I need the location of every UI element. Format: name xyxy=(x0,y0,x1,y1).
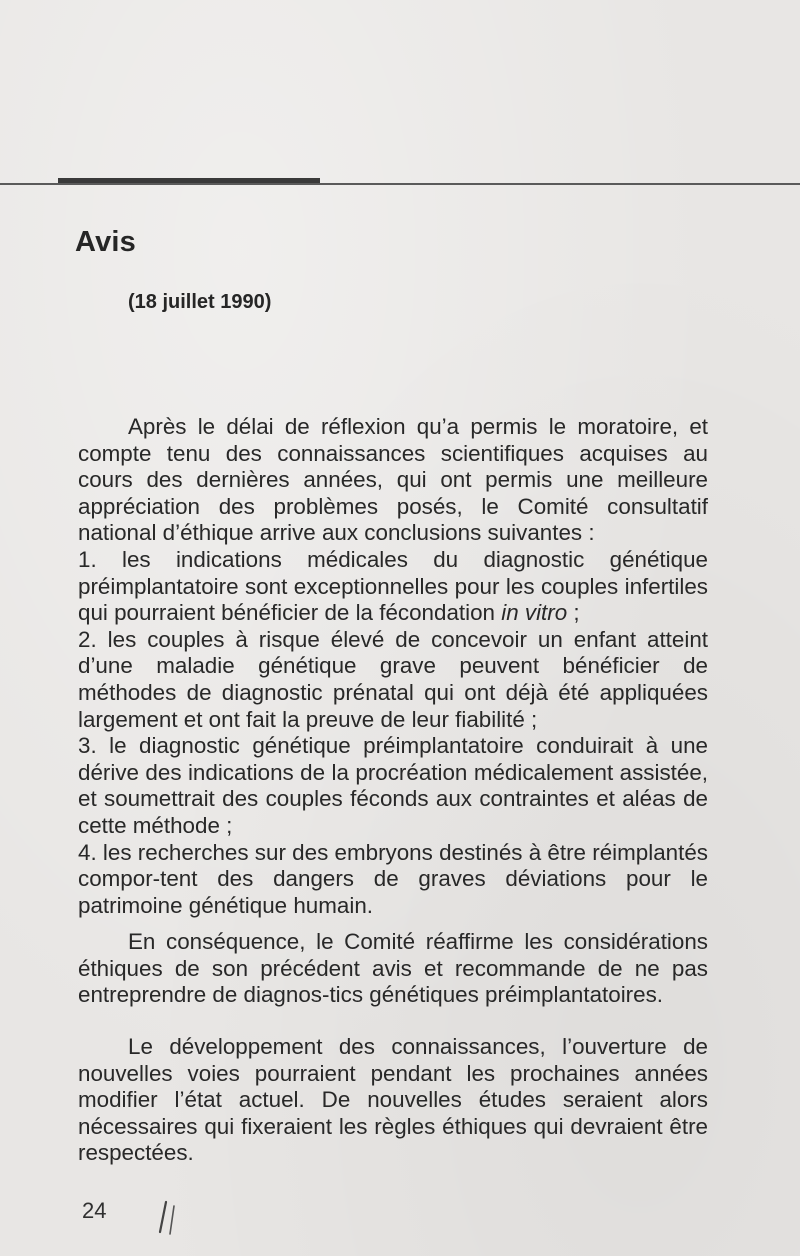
conclusion-item-1-text: 1. les indications médicales du diagnostic génétique préimplantatoire sont exceptionnelles pour les couples infertiles qui pourraient bénéficier de la fécondation xyxy=(78,546,708,626)
section-title: Avis xyxy=(75,226,136,258)
page-number: 24 xyxy=(82,1198,107,1223)
outlook-paragraph: Le développement des connaissances, l’ouverture de nouvelles voies pourraient pendant les prochaines années modifier l’état actuel. De nouvelles études seraient alors nécessaires qui fixeraient les règles éthiques qui devraient être respectées. xyxy=(78,1034,708,1166)
body-text xyxy=(78,414,708,1167)
consequence-paragraph: En conséquence, le Comité réaffirme les considérations éthiques de son précédent avis et recommande de ne pas entreprendre de diagnos-tics génétiques préimplantatoires. xyxy=(78,929,708,1008)
intro-paragraph: Après le délai de réflexion qu’a permis le moratoire, et compte tenu des connaissances scientifiques acquises au cours des dernières années, qui ont permis une meilleure appréciation des problèmes posés, le Comité consultatif national d’éthique arrive aux conclusions suivantes : xyxy=(78,414,708,546)
conclusion-item-1-italic: in vitro xyxy=(501,600,568,626)
conclusion-item-4: 4. les recherches sur des embryons destinés à être réimplantés compor-tent des dangers de graves déviations pour le patrimoine génétique humain. xyxy=(78,839,708,918)
opinion-date: (18 juillet 1990) xyxy=(128,291,272,313)
header-rule xyxy=(0,178,800,185)
conclusion-item-1-end: ; xyxy=(567,600,580,626)
pen-mark xyxy=(152,1198,182,1238)
conclusion-item-2: 2. les couples à risque élevé de concevoir un enfant atteint d’une maladie génétique grave peuvent bénéficier de méthodes de diagnostic prénatal qui ont déjà été appliquées largement et ont fait la preuve de leur fiabilité ; xyxy=(78,626,708,732)
header-rule-thin xyxy=(0,183,800,185)
conclusion-item-1 xyxy=(78,547,708,627)
conclusion-item-3: 3. le diagnostic génétique préimplantatoire conduirait à une dérive des indications de la procréation médicalement assistée, et soumettrait des couples féconds aux contraintes et aléas de cette méthode ; xyxy=(78,733,708,838)
